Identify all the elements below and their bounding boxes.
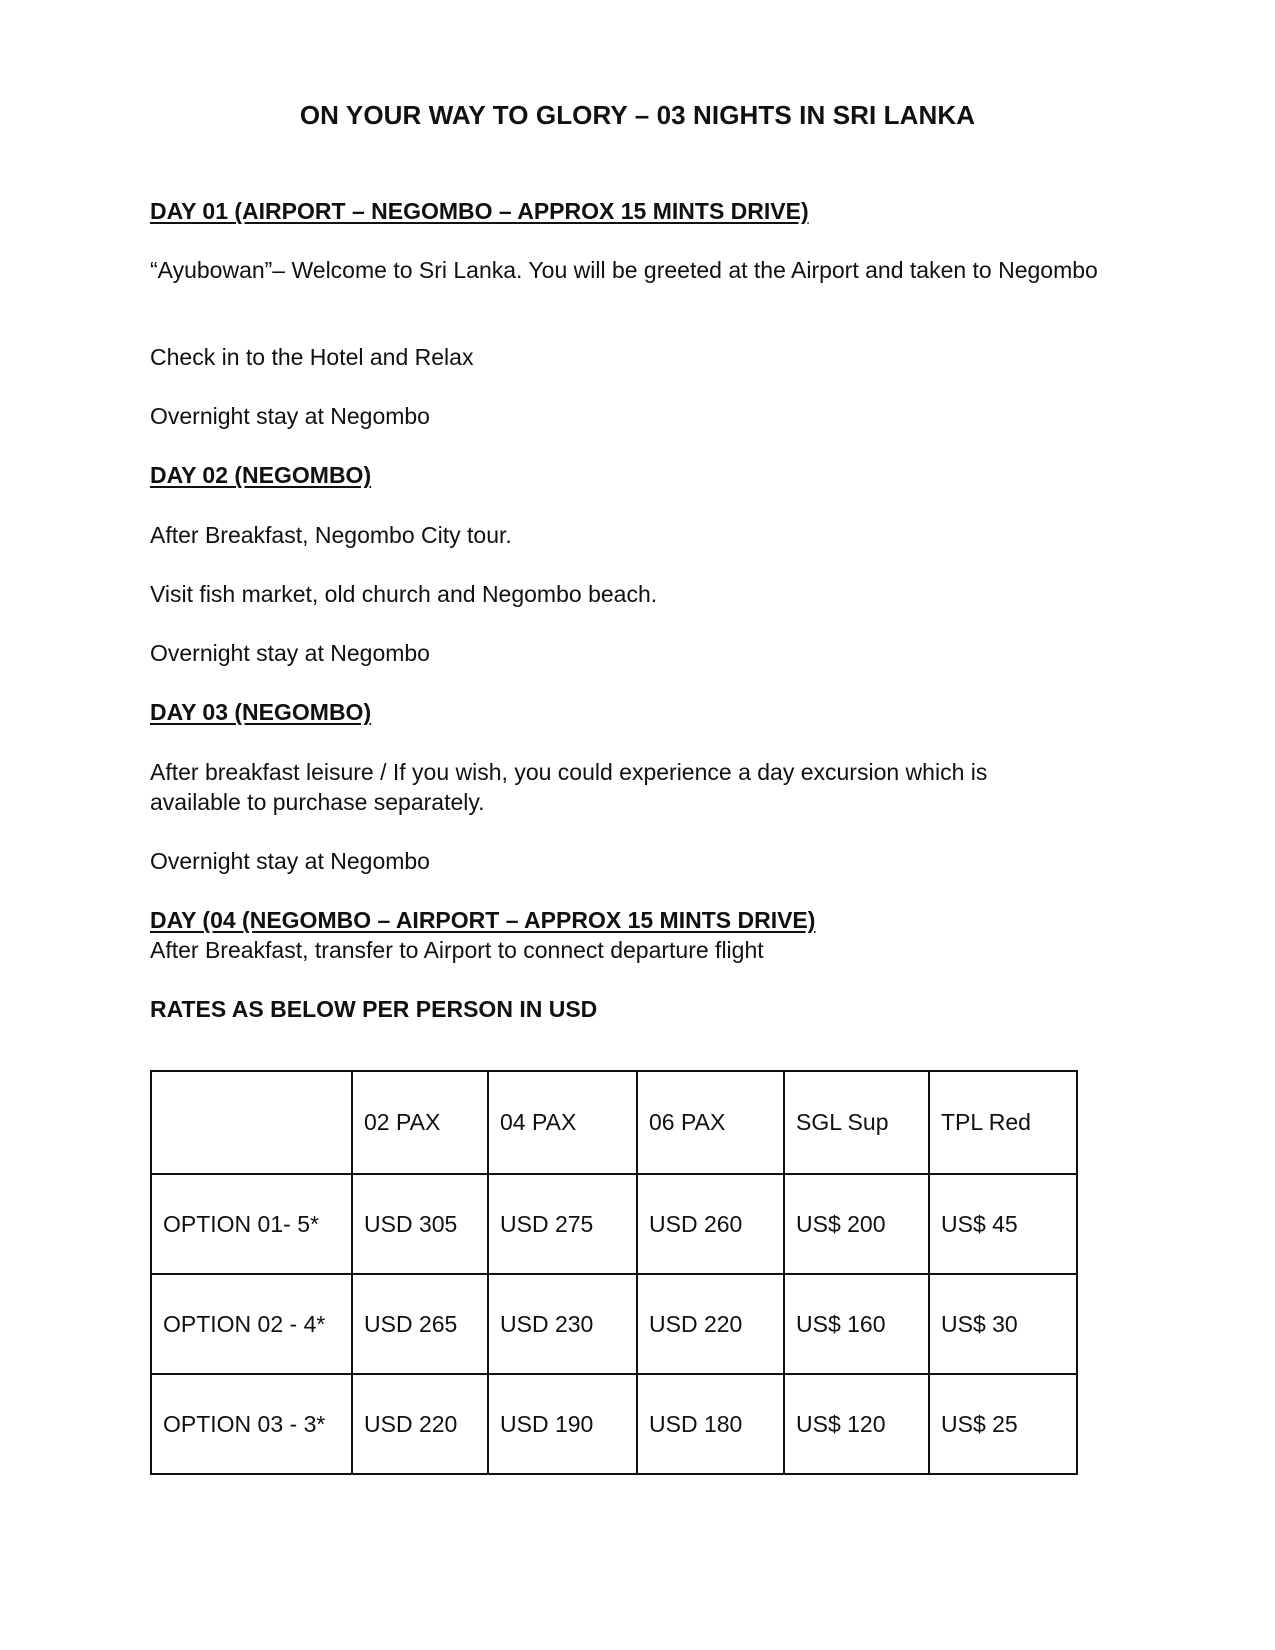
day-01-paragraph-welcome: “Ayubowan”– Welcome to Sri Lanka. You will be greeted at the Airport and taken to Negombo <box>150 257 1098 283</box>
table-row <box>151 1174 1077 1274</box>
day-04-paragraph-transfer: After Breakfast, transfer to Airport to connect departure flight <box>150 937 764 963</box>
table-header-cell: 04 PAX <box>488 1071 637 1174</box>
table-cell: USD 190 <box>488 1374 637 1474</box>
table-cell: USD 220 <box>352 1374 488 1474</box>
table-cell: USD 180 <box>637 1374 784 1474</box>
table-header-cell: 06 PAX <box>637 1071 784 1174</box>
day-02-heading: DAY 02 (NEGOMBO) <box>150 462 372 488</box>
table-header-cell: SGL Sup <box>784 1071 929 1174</box>
table-cell: US$ 30 <box>929 1274 1077 1374</box>
day-02-paragraph-visit: Visit fish market, old church and Negombo beach. <box>150 581 658 607</box>
table-cell: USD 305 <box>352 1174 488 1274</box>
table-row <box>151 1374 1077 1474</box>
table-cell: US$ 200 <box>784 1174 929 1274</box>
rates-table <box>150 1070 1078 1475</box>
table-cell-option: OPTION 01- 5* <box>151 1174 352 1274</box>
day-03-heading: DAY 03 (NEGOMBO) <box>150 699 372 725</box>
page-title: ON YOUR WAY TO GLORY – 03 NIGHTS IN SRI LANKA <box>299 100 976 130</box>
table-cell: USD 275 <box>488 1174 637 1274</box>
day-01-paragraph-checkin: Check in to the Hotel and Relax <box>150 344 474 370</box>
day-01-paragraph-overnight: Overnight stay at Negombo <box>150 403 430 429</box>
day-04-heading: DAY (04 (NEGOMBO – AIRPORT – APPROX 15 MINTS DRIVE) <box>150 907 816 933</box>
day-03-paragraph-overnight: Overnight stay at Negombo <box>150 848 430 874</box>
table-cell: USD 260 <box>637 1174 784 1274</box>
day-02-paragraph-overnight: Overnight stay at Negombo <box>150 640 430 666</box>
table-row <box>151 1274 1077 1374</box>
table-cell: USD 265 <box>352 1274 488 1374</box>
day-01-heading: DAY 01 (AIRPORT – NEGOMBO – APPROX 15 MINTS DRIVE) <box>150 198 809 224</box>
table-cell: USD 220 <box>637 1274 784 1374</box>
table-header-cell: TPL Red <box>929 1071 1077 1174</box>
table-cell: USD 230 <box>488 1274 637 1374</box>
table-header-cell: 02 PAX <box>352 1071 488 1174</box>
table-header-cell <box>151 1071 352 1174</box>
day-02-paragraph-tour: After Breakfast, Negombo City tour. <box>150 522 512 548</box>
table-cell: US$ 45 <box>929 1174 1077 1274</box>
table-cell: US$ 25 <box>929 1374 1077 1474</box>
table-cell-option: OPTION 03 - 3* <box>151 1374 352 1474</box>
table-cell-option: OPTION 02 - 4* <box>151 1274 352 1374</box>
table-cell: US$ 160 <box>784 1274 929 1374</box>
table-header-row <box>151 1071 1077 1174</box>
table-cell: US$ 120 <box>784 1374 929 1474</box>
rates-heading: RATES AS BELOW PER PERSON IN USD <box>150 996 598 1022</box>
day-03-paragraph-leisure: After breakfast leisure / If you wish, you could experience a day excursion which is available to purchase separately. <box>150 759 988 815</box>
